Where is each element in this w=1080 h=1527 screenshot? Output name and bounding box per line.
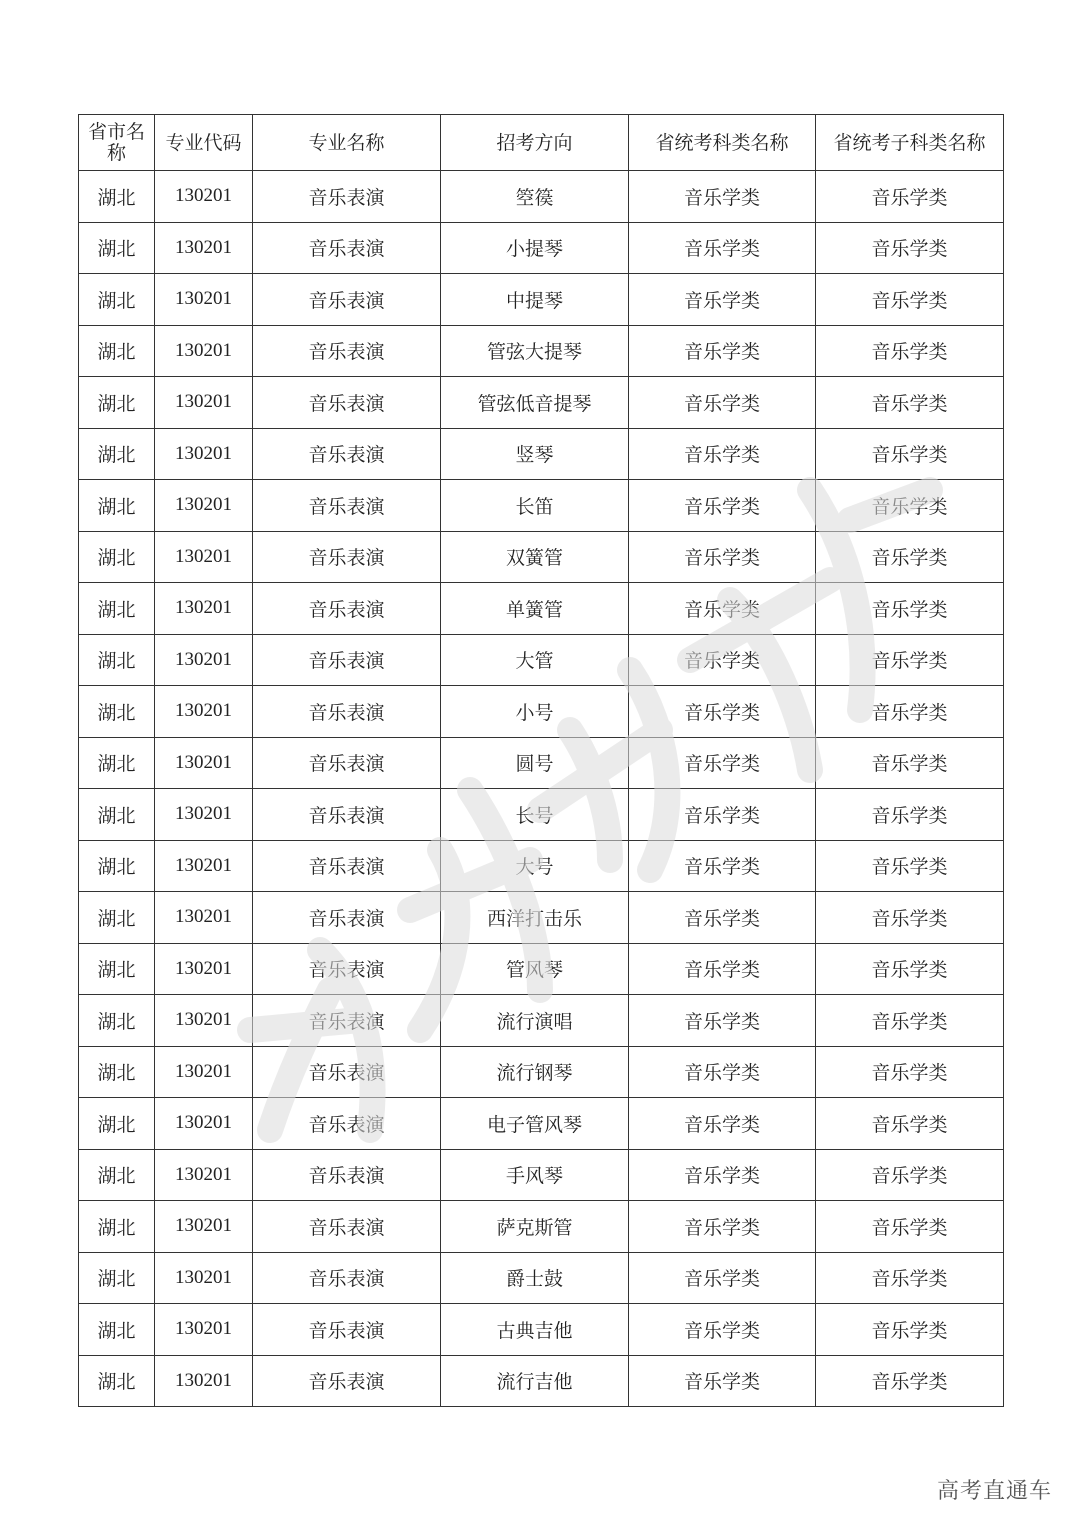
cell-exam-subcategory: 音乐学类 [816,1046,1004,1098]
cell-major-name: 音乐表演 [253,222,441,274]
cell-major-code: 130201 [155,480,253,532]
cell-major-code: 130201 [155,995,253,1047]
cell-province: 湖北 [79,222,155,274]
table-row [79,737,1004,789]
cell-major-name: 音乐表演 [253,377,441,429]
cell-province: 湖北 [79,1201,155,1253]
cell-province: 湖北 [79,377,155,429]
cell-major-name: 音乐表演 [253,634,441,686]
cell-province: 湖北 [79,171,155,223]
cell-province: 湖北 [79,1098,155,1150]
cell-major-code: 130201 [155,943,253,995]
cell-province: 湖北 [79,1355,155,1407]
cell-province: 湖北 [79,686,155,738]
table-row [79,1304,1004,1356]
cell-major-code: 130201 [155,634,253,686]
cell-province: 湖北 [79,480,155,532]
cell-exam-subcategory: 音乐学类 [816,789,1004,841]
cell-major-code: 130201 [155,892,253,944]
cell-province: 湖北 [79,892,155,944]
cell-direction: 小号 [441,686,629,738]
cell-direction: 单簧管 [441,583,629,635]
cell-major-code: 130201 [155,1252,253,1304]
cell-major-name: 音乐表演 [253,789,441,841]
cell-major-name: 音乐表演 [253,1304,441,1356]
table-row [79,686,1004,738]
cell-major-name: 音乐表演 [253,325,441,377]
cell-direction: 双簧管 [441,531,629,583]
header-major-code: 专业代码 [155,115,253,171]
cell-direction: 电子管风琴 [441,1098,629,1150]
cell-direction: 小提琴 [441,222,629,274]
cell-direction: 大管 [441,634,629,686]
cell-major-code: 130201 [155,1201,253,1253]
cell-major-code: 130201 [155,789,253,841]
cell-province: 湖北 [79,1252,155,1304]
cell-province: 湖北 [79,428,155,480]
cell-direction: 大号 [441,840,629,892]
cell-exam-subcategory: 音乐学类 [816,1149,1004,1201]
cell-major-code: 130201 [155,428,253,480]
cell-direction: 管风琴 [441,943,629,995]
cell-exam-category: 音乐学类 [629,995,816,1047]
cell-province: 湖北 [79,325,155,377]
cell-exam-subcategory: 音乐学类 [816,377,1004,429]
table-header-row [79,115,1004,171]
cell-exam-subcategory: 音乐学类 [816,1252,1004,1304]
table-row [79,531,1004,583]
cell-direction: 竖琴 [441,428,629,480]
cell-exam-category: 音乐学类 [629,1149,816,1201]
header-direction: 招考方向 [441,115,629,171]
table-row [79,377,1004,429]
cell-exam-category: 音乐学类 [629,686,816,738]
cell-major-code: 130201 [155,1098,253,1150]
cell-exam-subcategory: 音乐学类 [816,686,1004,738]
cell-exam-category: 音乐学类 [629,789,816,841]
cell-major-name: 音乐表演 [253,583,441,635]
cell-direction: 萨克斯管 [441,1201,629,1253]
cell-exam-category: 音乐学类 [629,1304,816,1356]
table-row [79,892,1004,944]
cell-exam-category: 音乐学类 [629,171,816,223]
cell-exam-subcategory: 音乐学类 [816,325,1004,377]
cell-direction: 流行演唱 [441,995,629,1047]
cell-exam-subcategory: 音乐学类 [816,634,1004,686]
cell-major-code: 130201 [155,222,253,274]
cell-major-code: 130201 [155,840,253,892]
cell-major-name: 音乐表演 [253,686,441,738]
cell-exam-subcategory: 音乐学类 [816,274,1004,326]
cell-major-code: 130201 [155,1355,253,1407]
cell-province: 湖北 [79,1046,155,1098]
cell-exam-subcategory: 音乐学类 [816,1098,1004,1150]
table-row [79,325,1004,377]
cell-exam-category: 音乐学类 [629,325,816,377]
cell-exam-category: 音乐学类 [629,531,816,583]
cell-exam-subcategory: 音乐学类 [816,583,1004,635]
table-row [79,943,1004,995]
cell-exam-subcategory: 音乐学类 [816,531,1004,583]
cell-major-code: 130201 [155,377,253,429]
cell-major-code: 130201 [155,171,253,223]
cell-exam-subcategory: 音乐学类 [816,171,1004,223]
cell-exam-subcategory: 音乐学类 [816,995,1004,1047]
table-row [79,480,1004,532]
table-row [79,274,1004,326]
table-row [79,995,1004,1047]
cell-exam-subcategory: 音乐学类 [816,892,1004,944]
cell-province: 湖北 [79,583,155,635]
cell-direction: 爵士鼓 [441,1252,629,1304]
cell-direction: 古典吉他 [441,1304,629,1356]
cell-direction: 流行钢琴 [441,1046,629,1098]
cell-major-name: 音乐表演 [253,1149,441,1201]
table-row [79,789,1004,841]
cell-direction: 长笛 [441,480,629,532]
table-row [79,840,1004,892]
cell-direction: 流行吉他 [441,1355,629,1407]
cell-exam-subcategory: 音乐学类 [816,737,1004,789]
cell-major-code: 130201 [155,1304,253,1356]
cell-exam-category: 音乐学类 [629,1355,816,1407]
cell-province: 湖北 [79,737,155,789]
cell-exam-subcategory: 音乐学类 [816,1355,1004,1407]
cell-major-name: 音乐表演 [253,1098,441,1150]
table-row [79,171,1004,223]
cell-direction: 箜篌 [441,171,629,223]
cell-exam-category: 音乐学类 [629,1201,816,1253]
table-row [79,1046,1004,1098]
table-row [79,1355,1004,1407]
table-body [79,171,1004,1407]
cell-major-code: 130201 [155,274,253,326]
cell-direction: 管弦大提琴 [441,325,629,377]
cell-exam-category: 音乐学类 [629,1046,816,1098]
header-exam-category: 省统考科类名称 [629,115,816,171]
cell-major-code: 130201 [155,1046,253,1098]
cell-exam-subcategory: 音乐学类 [816,480,1004,532]
cell-major-name: 音乐表演 [253,1252,441,1304]
cell-major-name: 音乐表演 [253,428,441,480]
cell-direction: 中提琴 [441,274,629,326]
table-row [79,1098,1004,1150]
cell-province: 湖北 [79,274,155,326]
table-row [79,1149,1004,1201]
cell-exam-subcategory: 音乐学类 [816,840,1004,892]
cell-province: 湖北 [79,840,155,892]
table-row [79,634,1004,686]
cell-major-name: 音乐表演 [253,943,441,995]
header-major-name: 专业名称 [253,115,441,171]
cell-major-name: 音乐表演 [253,840,441,892]
cell-province: 湖北 [79,531,155,583]
cell-exam-category: 音乐学类 [629,377,816,429]
table-row [79,1252,1004,1304]
cell-exam-subcategory: 音乐学类 [816,428,1004,480]
table-row [79,583,1004,635]
cell-major-code: 130201 [155,325,253,377]
cell-exam-category: 音乐学类 [629,583,816,635]
cell-direction: 管弦低音提琴 [441,377,629,429]
cell-major-name: 音乐表演 [253,1355,441,1407]
cell-major-code: 130201 [155,531,253,583]
cell-exam-subcategory: 音乐学类 [816,1201,1004,1253]
header-province: 省市名称 [79,115,155,171]
cell-major-name: 音乐表演 [253,1201,441,1253]
footer-brand: 高考直通车 [936,1479,1052,1504]
cell-exam-category: 音乐学类 [629,840,816,892]
admission-table [78,114,1004,1407]
cell-exam-category: 音乐学类 [629,943,816,995]
cell-major-name: 音乐表演 [253,737,441,789]
cell-province: 湖北 [79,1149,155,1201]
cell-major-code: 130201 [155,686,253,738]
table-row [79,222,1004,274]
cell-exam-category: 音乐学类 [629,1098,816,1150]
cell-exam-category: 音乐学类 [629,274,816,326]
table-row [79,1201,1004,1253]
cell-major-name: 音乐表演 [253,995,441,1047]
cell-exam-subcategory: 音乐学类 [816,222,1004,274]
cell-exam-category: 音乐学类 [629,634,816,686]
cell-direction: 西洋打击乐 [441,892,629,944]
cell-direction: 长号 [441,789,629,841]
cell-major-name: 音乐表演 [253,531,441,583]
cell-major-name: 音乐表演 [253,480,441,532]
cell-province: 湖北 [79,634,155,686]
cell-exam-category: 音乐学类 [629,1252,816,1304]
cell-major-code: 130201 [155,1149,253,1201]
cell-direction: 圆号 [441,737,629,789]
cell-exam-category: 音乐学类 [629,892,816,944]
cell-province: 湖北 [79,995,155,1047]
cell-exam-subcategory: 音乐学类 [816,943,1004,995]
cell-province: 湖北 [79,1304,155,1356]
cell-major-name: 音乐表演 [253,1046,441,1098]
cell-major-code: 130201 [155,583,253,635]
cell-exam-subcategory: 音乐学类 [816,1304,1004,1356]
cell-exam-category: 音乐学类 [629,222,816,274]
table-row [79,428,1004,480]
cell-province: 湖北 [79,789,155,841]
cell-exam-category: 音乐学类 [629,428,816,480]
cell-province: 湖北 [79,943,155,995]
cell-direction: 手风琴 [441,1149,629,1201]
cell-major-code: 130201 [155,737,253,789]
cell-major-name: 音乐表演 [253,892,441,944]
cell-exam-category: 音乐学类 [629,480,816,532]
cell-major-name: 音乐表演 [253,171,441,223]
header-exam-subcategory: 省统考子科类名称 [816,115,1004,171]
cell-major-name: 音乐表演 [253,274,441,326]
cell-exam-category: 音乐学类 [629,737,816,789]
